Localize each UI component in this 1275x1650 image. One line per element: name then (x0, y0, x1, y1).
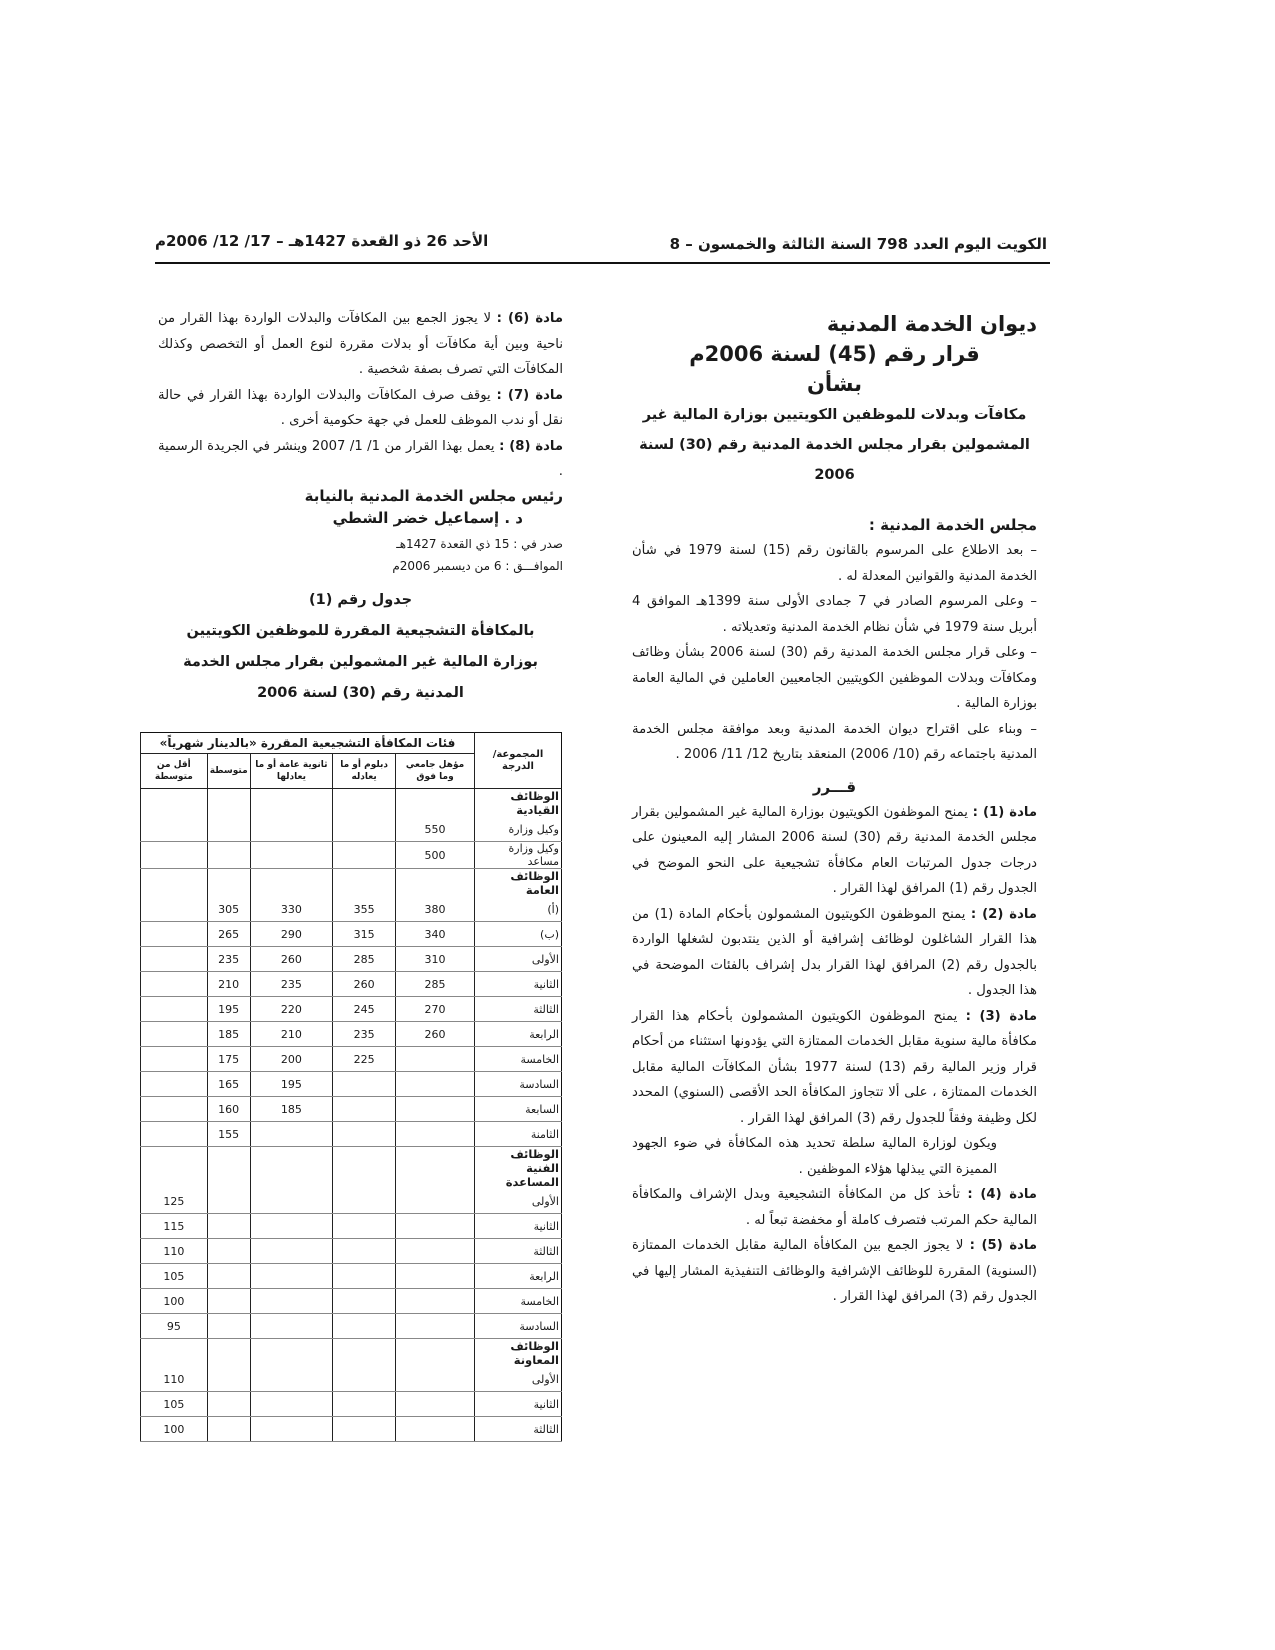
table-cell (250, 1339, 332, 1368)
table-cell (250, 1147, 332, 1190)
table-cell: 315 (333, 922, 396, 947)
article-label: مادة (8) : (499, 438, 563, 454)
table-cell (141, 869, 208, 898)
right-column (632, 312, 1037, 1310)
article-3 (632, 1004, 1037, 1132)
grade-label: الثامنة (475, 1122, 562, 1147)
table-cell: 380 (396, 897, 475, 922)
table-caption-line: بوزارة المالية غير المشمولين بقرار مجلس الخدمة (183, 653, 538, 670)
council-label: مجلس الخدمة المدنية : (868, 516, 1037, 534)
table-cell: 245 (333, 997, 396, 1022)
table-cell (396, 1097, 475, 1122)
table-group-row (141, 1339, 562, 1368)
group-header: المجموعة/ الدرجة (475, 733, 562, 789)
authority-title: ديوان الخدمة المدنية (826, 312, 1037, 336)
table-cell (141, 972, 208, 997)
table-cell (396, 1264, 475, 1289)
table-cell: 290 (250, 922, 332, 947)
table-cell: 225 (333, 1047, 396, 1072)
table-cell (207, 869, 250, 898)
table-row (141, 1239, 562, 1264)
table-cell: 355 (333, 897, 396, 922)
table-cell (333, 1147, 396, 1190)
table-cell: 260 (333, 972, 396, 997)
article-label: مادة (6) : (496, 311, 563, 326)
grade-label: السادسة (475, 1314, 562, 1339)
table-cell (396, 1122, 475, 1147)
table-cell: 235 (207, 947, 250, 972)
table-cell: 200 (250, 1047, 332, 1072)
table-row (141, 1072, 562, 1097)
table-cell (207, 1147, 250, 1190)
group-name: الوظائف العامة (475, 869, 562, 898)
article-text: لا يجوز الجمع بين المكافأة المالية مقابل الخدمات الممتازة (السنوية) المقررة للوظائف الإشرافية والوظائف التنفيذية المشار إليها في الجدول رقم (3) المرافق لهذا القرار . (632, 1238, 1037, 1304)
table-cell (250, 1214, 332, 1239)
table-row (141, 947, 562, 972)
table-cell (333, 1339, 396, 1368)
table-cell (250, 1314, 332, 1339)
article-text: يمنح الموظفون الكويتيون المشمولون بأحكام هذا القرار مكافأة مالية سنوية مقابل الخدمات الممتازة التي يؤدونها استثناء من أحكام قرار وزير المالية رقم (13) لسنة 1977 بشأن المكافآت المالية مقابل الخدمات الممتازة ، على ألا تتجاوز المكافأة الحد الأقصى (السنوي) المحدد لكل وظيفة وفقاً للجدول رقم (3) المرافق لهذا القرار . (632, 1008, 1037, 1126)
about-label: بشأن (806, 372, 863, 396)
grade-label: (أ) (475, 897, 562, 922)
table-cell (207, 1214, 250, 1239)
grade-label: الرابعة (475, 1264, 562, 1289)
table-cell (396, 1392, 475, 1417)
table-cell: 500 (396, 842, 475, 869)
table-cell (250, 869, 332, 898)
table-cell: 285 (396, 972, 475, 997)
article-text: يوقف صرف المكافآت والبدلات الواردة بهذا القرار في حالة نقل أو ندب الموظف للعمل في جهة حكومية أخرى . (158, 387, 563, 428)
article-label: مادة (1) : (972, 804, 1037, 820)
table-row (141, 1264, 562, 1289)
table-cell (141, 1122, 208, 1147)
table-cell (396, 1367, 475, 1392)
col-header: متوسطة (207, 754, 250, 789)
table-cell: 105 (141, 1264, 208, 1289)
issued-hijri: صدر في : 15 ذي القعدة 1427هـ (396, 536, 563, 551)
table-row (141, 1122, 562, 1147)
incentive-table (140, 732, 562, 1442)
table-row (141, 1189, 562, 1214)
table-row (141, 1417, 562, 1442)
table-cell: 115 (141, 1214, 208, 1239)
grade-label: الثالثة (475, 997, 562, 1022)
table-cell (250, 1239, 332, 1264)
decision-title: قرار رقم (45) لسنة 2006م (689, 342, 980, 366)
table-cell: 260 (250, 947, 332, 972)
table-header-row (141, 733, 562, 754)
table-cell (333, 1097, 396, 1122)
table-cell (207, 789, 250, 818)
table-cell (250, 842, 332, 869)
signatory-name: د . إسماعيل خضر الشطي (332, 508, 523, 527)
table-cell (396, 1072, 475, 1097)
table-cell (141, 842, 208, 869)
table-cell (396, 1417, 475, 1442)
table-cell (333, 869, 396, 898)
article-1 (632, 800, 1037, 902)
table-cell: 185 (207, 1022, 250, 1047)
col-header: أقل من متوسطة (141, 754, 208, 789)
table-title: جدول رقم (1) (308, 591, 413, 608)
table-cell (207, 1239, 250, 1264)
table-cell: 155 (207, 1122, 250, 1147)
table-cell (250, 789, 332, 818)
table-cell (141, 1072, 208, 1097)
table-cell: 175 (207, 1047, 250, 1072)
table-cell: 235 (333, 1022, 396, 1047)
article-label: مادة (4) : (967, 1187, 1037, 1202)
table-cell (333, 1289, 396, 1314)
table-cell (396, 1339, 475, 1368)
table-cell (207, 1264, 250, 1289)
article-text: لا يجوز الجمع بين المكافآت والبدلات الواردة بهذا القرار من ناحية وبين أية مكافآت أو بدلات مقررة لنوع العمل أو التخصص وكذلك المكافآت التي تصرف بصفة شخصية . (158, 311, 563, 377)
table-head (141, 733, 562, 789)
article-text: ويكون لوزارة المالية سلطة تحديد هذه المكافأة في ضوء الجهود المميزة التي يبذلها هؤلاء الموظفين . (632, 1136, 997, 1177)
grade-label: الأولى (475, 1189, 562, 1214)
article-7 (158, 383, 563, 434)
col-header: دبلوم أو ما يعادله (333, 754, 396, 789)
col-header: ثانوية عامة أو ما يعادلها (250, 754, 332, 789)
table-caption-line: بالمكافأة التشجيعية المقررة للموظفين الكويتيين (186, 622, 535, 639)
col-header: مؤهل جامعي وما فوق (396, 754, 475, 789)
table-row (141, 972, 562, 997)
table-row (141, 1289, 562, 1314)
decision-subject: مكافآت وبدلات للموظفين الكويتيين بوزارة المالية غير المشمولين بقرار مجلس الخدمة المدنية رقم (30) لسنة 2006 (639, 407, 1030, 483)
header-rule (155, 262, 1050, 264)
table-cell: 195 (250, 1072, 332, 1097)
table-cell (207, 817, 250, 842)
article-label: مادة (5) : (969, 1238, 1037, 1253)
table-cell: 310 (396, 947, 475, 972)
table-cell (141, 1022, 208, 1047)
table-cell (333, 1367, 396, 1392)
grade-label: الرابعة (475, 1022, 562, 1047)
table-cell (207, 1189, 250, 1214)
grade-label: الثانية (475, 972, 562, 997)
table-cell: 165 (207, 1072, 250, 1097)
grade-label: السابعة (475, 1097, 562, 1122)
table-row (141, 1097, 562, 1122)
table-row (141, 1367, 562, 1392)
table-cell (207, 1339, 250, 1368)
table-cell (396, 1189, 475, 1214)
table-cell (396, 1147, 475, 1190)
table-cell (333, 1214, 396, 1239)
table-cell (141, 1097, 208, 1122)
table-cell (141, 997, 208, 1022)
table-cell (250, 1264, 332, 1289)
table-cell (333, 1314, 396, 1339)
decides-heading: قـــرر (812, 777, 857, 796)
table-cell (207, 1417, 250, 1442)
group-name: الوظائف المعاونة (475, 1339, 562, 1368)
table-cell (333, 1264, 396, 1289)
table-cell (207, 1392, 250, 1417)
table-cell: 160 (207, 1097, 250, 1122)
article-text: يعمل بهذا القرار من 1/ 1/ 2007 وينشر في الجريدة الرسمية . (158, 438, 563, 479)
header-left: الأحد 26 ذو القعدة 1427هـ – 17/ 12/ 2006م (155, 232, 489, 250)
table-cell (141, 1047, 208, 1072)
article-6 (158, 306, 563, 383)
table-row (141, 1392, 562, 1417)
table-cell (141, 922, 208, 947)
grade-label: (ب) (475, 922, 562, 947)
table-cell: 125 (141, 1189, 208, 1214)
table-cell (141, 897, 208, 922)
table-cell (250, 1367, 332, 1392)
preamble (632, 538, 1037, 768)
issued-gregorian: الموافـــق : 6 من ديسمبر 2006م (392, 558, 563, 573)
article-3-continued (632, 1131, 1037, 1182)
table-cell: 110 (141, 1367, 208, 1392)
article-label: مادة (3) : (965, 1008, 1037, 1024)
table-body (141, 789, 562, 1442)
preamble-item: – وعلى المرسوم الصادر في 7 جمادى الأولى سنة 1399هـ الموافق 4 أبريل سنة 1979 في شأن نظام الخدمة المدنية وتعديلاته . (632, 594, 1037, 635)
table-cell: 105 (141, 1392, 208, 1417)
table-cell (250, 1289, 332, 1314)
table-cell (141, 1147, 208, 1190)
table-row (141, 922, 562, 947)
table-cell: 195 (207, 997, 250, 1022)
table-cell (207, 1367, 250, 1392)
preamble-item: – وبناء على اقتراح ديوان الخدمة المدنية وبعد موافقة مجلس الخدمة المدنية باجتماعه رقم (10/ 2006) المنعقد بتاريخ 12/ 11/ 2006 . (632, 721, 1037, 762)
table-cell (141, 1339, 208, 1368)
article-label: مادة (7) : (496, 387, 563, 403)
table-row (141, 842, 562, 869)
table-cell (396, 1314, 475, 1339)
table-cell (333, 1189, 396, 1214)
article-5 (632, 1233, 1037, 1310)
table-cell (250, 1189, 332, 1214)
table-cell (333, 1072, 396, 1097)
table-cell: 185 (250, 1097, 332, 1122)
table-cell (250, 1392, 332, 1417)
header-right: الكويت اليوم العدد 798 السنة الثالثة والخمسون – 8 (669, 235, 1047, 253)
table-cell (141, 789, 208, 818)
table-cell: 100 (141, 1417, 208, 1442)
table-cell: 100 (141, 1289, 208, 1314)
preamble-item: – بعد الاطلاع على المرسوم بالقانون رقم (15) لسنة 1979 في شأن الخدمة المدنية والقوانين المعدلة له . (632, 543, 1037, 584)
table-cell (333, 1122, 396, 1147)
table-cell: 270 (396, 997, 475, 1022)
articles (632, 800, 1037, 1310)
table-cell (207, 1289, 250, 1314)
grade-label: الخامسة (475, 1289, 562, 1314)
table-cell (141, 817, 208, 842)
table-cell (333, 1392, 396, 1417)
article-label: مادة (2) : (970, 906, 1037, 922)
table-cell: 95 (141, 1314, 208, 1339)
table-cell: 330 (250, 897, 332, 922)
table-cell: 210 (250, 1022, 332, 1047)
table-cell: 235 (250, 972, 332, 997)
table-row (141, 817, 562, 842)
grade-label: الثالثة (475, 1417, 562, 1442)
grade-label: وكيل وزارة مساعد (475, 842, 562, 869)
grade-label: وكيل وزارة (475, 817, 562, 842)
table-cell (250, 1122, 332, 1147)
table-cell: 550 (396, 817, 475, 842)
table-cell (333, 1417, 396, 1442)
grade-label: الثانية (475, 1214, 562, 1239)
table-cell (396, 789, 475, 818)
left-column (158, 306, 563, 709)
table-caption-line: المدنية رقم (30) لسنة 2006 (257, 684, 464, 701)
table-group-row (141, 1147, 562, 1190)
table-cell: 305 (207, 897, 250, 922)
table-cell (250, 817, 332, 842)
table-cell (333, 842, 396, 869)
group-name: الوظائف القيادية (475, 789, 562, 818)
table-cell: 220 (250, 997, 332, 1022)
table-row (141, 897, 562, 922)
article-text: يمنح الموظفون الكويتيون بوزارة المالية غير المشمولين بقرار مجلس الخدمة المدنية رقم (30) لسنة 2006 المشار إليه المعينون على درجات جدول المرتبات العام مكافأة تشجيعية على النحو الموضح في الجدول رقم (1) المرافق لهذا القرار . (632, 804, 1037, 896)
table-cell (141, 947, 208, 972)
table-row (141, 1314, 562, 1339)
table-cell (333, 1239, 396, 1264)
preamble-item: – وعلى قرار مجلس الخدمة المدنية رقم (30) لسنة 2006 بشأن وظائف ومكافآت وبدلات الموظفين الكويتيين الجامعيين العاملين في المالية العامة بوزارة المالية . (632, 645, 1037, 711)
table-cell (396, 1214, 475, 1239)
article-8 (158, 434, 563, 485)
table-cell (250, 1417, 332, 1442)
article-text: يمنح الموظفون الكويتيون المشمولون بأحكام المادة (1) من هذا القرار الشاغلون لوظائف إشرافية أو الذين ينتدبون لشغلها الواردة بالجدول رقم (2) المرافق لهذا القرار بدل إشراف بالفئات الموضحة في هذا الجدول . (632, 906, 1037, 998)
table-cell: 265 (207, 922, 250, 947)
table-cell: 340 (396, 922, 475, 947)
grade-label: الثانية (475, 1392, 562, 1417)
grade-label: الأولى (475, 1367, 562, 1392)
grade-label: الثالثة (475, 1239, 562, 1264)
table-cell: 260 (396, 1022, 475, 1047)
table-row (141, 1047, 562, 1072)
table-row (141, 997, 562, 1022)
grade-label: الأولى (475, 947, 562, 972)
table-group-row (141, 869, 562, 898)
table-cell: 110 (141, 1239, 208, 1264)
signatory-title: رئيس مجلس الخدمة المدنية بالنيابة (304, 486, 563, 505)
table-cell (396, 869, 475, 898)
article-text: تأخذ كل من المكافأة التشجيعية وبدل الإشراف والمكافأة المالية حكم المرتب فتصرف كاملة أو مخفضة تبعاً له . (632, 1187, 1037, 1228)
article-4 (632, 1182, 1037, 1233)
table-cell (207, 842, 250, 869)
table-cell (207, 1314, 250, 1339)
table-group-row (141, 789, 562, 818)
table-cell (333, 789, 396, 818)
table-row (141, 1022, 562, 1047)
table-cell (396, 1289, 475, 1314)
grade-label: السادسة (475, 1072, 562, 1097)
table-cell: 285 (333, 947, 396, 972)
article-2 (632, 902, 1037, 1004)
table-cell: 210 (207, 972, 250, 997)
table-cell (396, 1239, 475, 1264)
band-header: فئات المكافأة التشجيعية المقررة «بالدينار شهرياً» (141, 733, 475, 754)
table-cell (333, 817, 396, 842)
table-cell (396, 1047, 475, 1072)
group-name: الوظائف الفنية المساعدة (475, 1147, 562, 1190)
grade-label: الخامسة (475, 1047, 562, 1072)
table-row (141, 1214, 562, 1239)
